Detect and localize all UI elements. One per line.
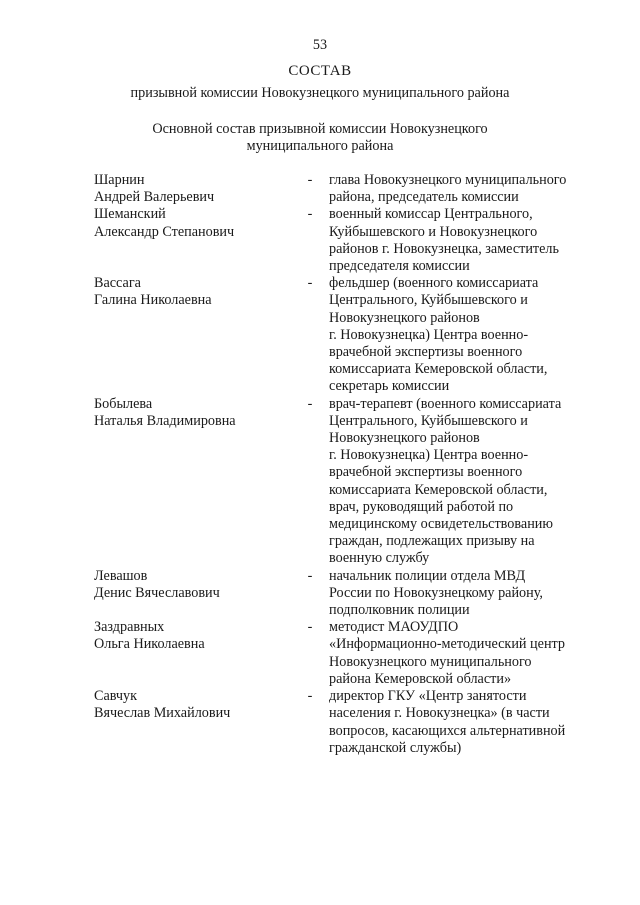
document-subtitle: призывной комиссии Новокузнецкого муниципального района (130, 85, 510, 101)
member-dash: - (307, 395, 313, 412)
member-name (94, 206, 299, 240)
member-role-line: военную службу (329, 550, 430, 567)
member-role-line: медицинскому освидетельствованию (329, 516, 553, 533)
member-role (329, 619, 589, 688)
member-given-names: Денис Вячеславович (94, 584, 220, 601)
member-role (329, 396, 589, 568)
member-role-line: г. Новокузнецка) Центра военно- (329, 447, 529, 464)
member-given-names: Александр Степанович (94, 223, 235, 240)
member-role-line: России по Новокузнецкому району, (329, 584, 543, 601)
member-role-line: врач, руководящий работой по (329, 498, 514, 515)
member-role (329, 172, 589, 206)
member-name (94, 172, 299, 206)
member-row (0, 206, 640, 275)
member-row (0, 275, 640, 395)
member-row (0, 688, 640, 757)
member-role-line: Новокузнецкого районов (329, 309, 480, 326)
member-row (0, 172, 640, 206)
member-role-line: врачебной экспертизы военного (329, 464, 523, 481)
member-given-names: Галина Николаевна (94, 292, 212, 309)
member-role-line: района Кемеровской области» (329, 670, 512, 687)
member-name (94, 688, 299, 722)
member-dash: - (307, 688, 313, 705)
members-list (0, 172, 640, 757)
member-role (329, 275, 589, 395)
member-surname: Заздравных (94, 619, 165, 636)
member-surname: Левашов (94, 567, 148, 584)
member-role-line: комиссариата Кемеровской области, (329, 481, 548, 498)
member-role-line: граждан, подлежащих призыву на (329, 533, 535, 550)
member-role-line: «Информационно-методический центр (329, 636, 565, 653)
member-role-line: председателя комиссии (329, 258, 470, 275)
member-given-names: Наталья Владимировна (94, 412, 236, 429)
member-given-names: Вячеслав Михайлович (94, 705, 231, 722)
member-surname: Шеманский (94, 206, 166, 223)
section-heading-line: муниципального района (246, 138, 394, 155)
member-role-line: методист МАОУДПО (329, 619, 459, 636)
member-row (0, 396, 640, 568)
member-role-line: глава Новокузнецкого муниципального (329, 172, 567, 188)
member-role (329, 688, 589, 757)
member-role-line: Новокузнецкого районов (329, 430, 480, 447)
member-surname: Бобылева (94, 395, 153, 412)
member-surname: Вассага (94, 275, 141, 292)
member-role-line: Центрального, Куйбышевского и (329, 292, 528, 309)
member-role-line: секретарь комиссии (329, 378, 450, 395)
member-role-line: Куйбышевского и Новокузнецкого (329, 223, 538, 240)
member-dash: - (307, 275, 313, 292)
member-given-names: Ольга Николаевна (94, 636, 205, 653)
member-role-line: военный комиссар Центрального, (329, 206, 533, 223)
member-dash: - (307, 619, 313, 636)
document-title: СОСТАВ (288, 63, 352, 79)
member-dash: - (307, 206, 313, 223)
member-surname: Савчук (94, 688, 138, 705)
member-role (329, 206, 589, 275)
member-role-line: подполковник полиции (329, 602, 470, 619)
member-role-line: гражданской службы) (329, 739, 462, 756)
member-role-line: района, председатель комиссии (329, 189, 519, 206)
member-role-line: вопросов, касающихся альтернативной (329, 722, 566, 739)
member-role-line: г. Новокузнецка) Центра военно- (329, 326, 529, 343)
section-heading-line: Основной состав призывной комиссии Новокузнецкого (152, 121, 488, 137)
member-row (0, 619, 640, 688)
section-heading (120, 121, 520, 155)
member-role-line: врач-терапевт (военного комиссариата (329, 395, 562, 412)
member-role-line: директор ГКУ «Центр занятости (329, 688, 527, 705)
member-dash: - (307, 172, 313, 188)
member-role-line: Центрального, Куйбышевского и (329, 412, 528, 429)
member-role-line: врачебной экспертизы военного (329, 344, 523, 361)
member-row (0, 568, 640, 620)
member-name (94, 568, 299, 602)
member-name (94, 396, 299, 430)
member-name (94, 275, 299, 309)
member-surname: Шарнин (94, 172, 145, 188)
page-number: 53 (312, 37, 328, 53)
member-role-line: районов г. Новокузнецка, заместитель (329, 240, 559, 257)
member-name (94, 619, 299, 653)
member-role-line: населения г. Новокузнецка» (в части (329, 705, 550, 722)
member-given-names: Андрей Валерьевич (94, 189, 215, 206)
member-role-line: Новокузнецкого муниципального (329, 653, 532, 670)
member-role (329, 568, 589, 620)
member-role-line: начальник полиции отдела МВД (329, 567, 526, 584)
member-dash: - (307, 567, 313, 584)
member-role-line: комиссариата Кемеровской области, (329, 361, 548, 378)
member-role-line: фельдшер (военного комиссариата (329, 275, 539, 292)
